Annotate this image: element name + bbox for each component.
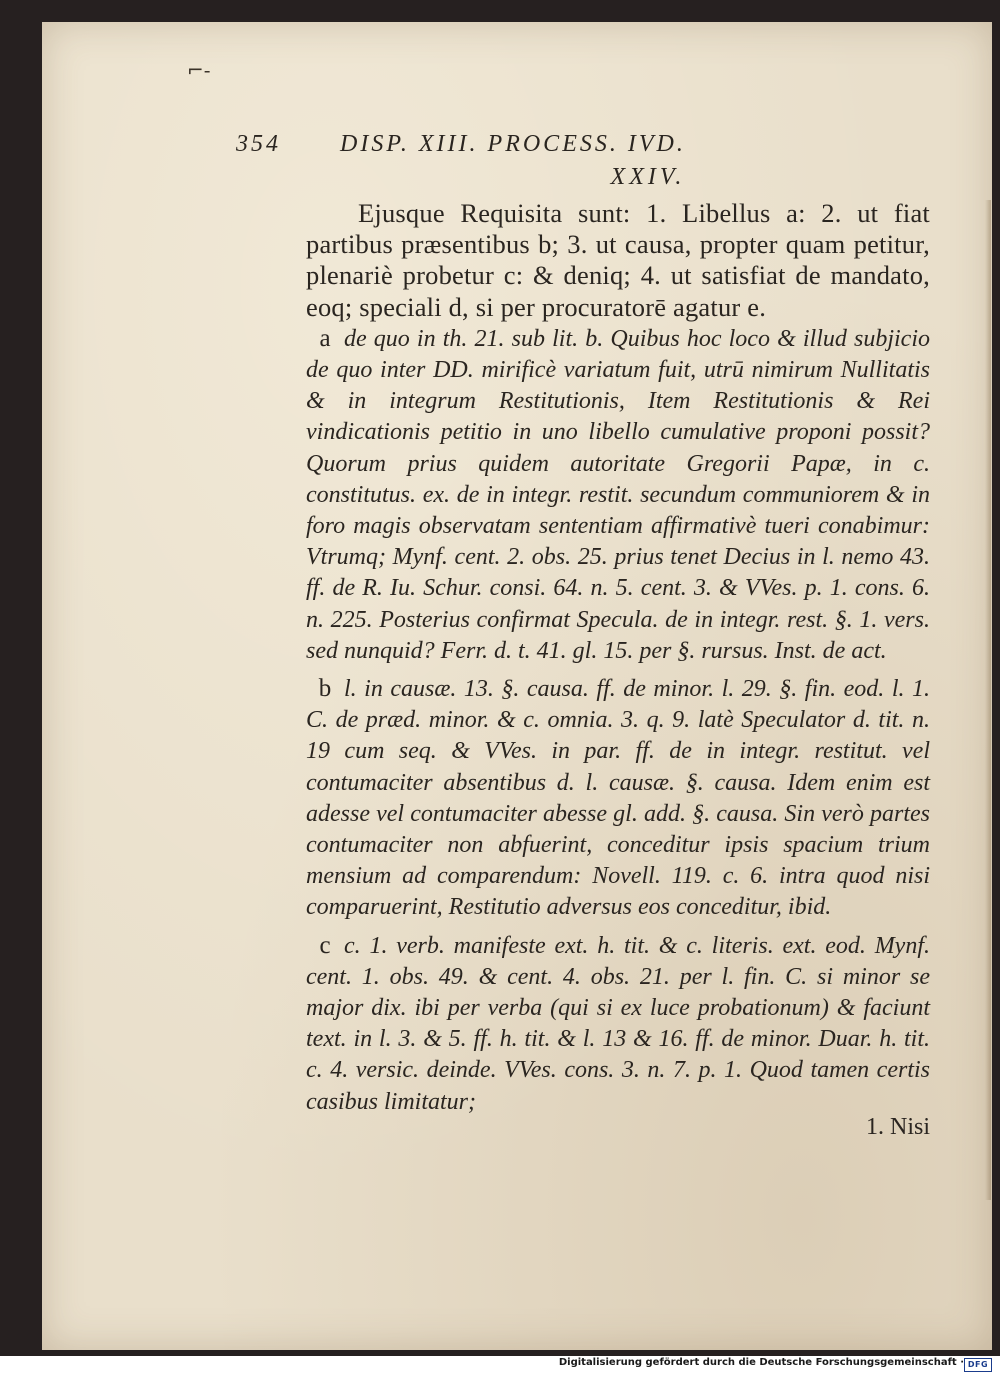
footnote-marker: b [318,675,332,703]
running-head [236,128,930,160]
footnote-text: c. 1. verb. manifeste ext. h. tit. & c. literis. ext. eod. Mynf. cent. 1. obs. 49. & cent. 4. obs. 21. per l. fin. C. si minor se major dix. ibi per verba (qui si ex luce probationum) & faciunt text. in l. 3. & 5. ff. h. tit. & l. 13 & 16. ff. de minor. Duar. h. tit. c. 4. versic. deinde. VVes. cons. 3. n. 7. p. 1. Quod tamen certis casibus limitatur; [306,932,930,1115]
footnote-a [306,323,930,667]
footnote-c [306,930,930,1118]
footnote-text: l. in causæ. 13. §. causa. ff. de minor. l. 29. §. fin. eod. l. 1. C. de præd. minor. & c. omnia. 3. q. 9. latè Speculator d. tit. n. 19 cum seq. & VVes. in par. ff. de in integr. restitut. vel contumaciter absentibus d. l. causæ. §. causa. Idem enim est adesse vel contumaciter abesse gl. add. §. causa. Sin verò partes contumaciter non abfuerint, conceditur ipsis spacium trium mensium ad comparendum: Novell. 119. c. 6. intra quod nisi comparuerint, Restitutio adversus eos conceditur, ibid. [306,676,930,921]
section-number: XXIV. [610,164,686,190]
funding-notice: Digitalisierung gefördert durch die Deutsche Forschungsgemeinschaft · [558,1357,964,1368]
footnote-marker: c [319,931,331,959]
page-mark: ⌐- [187,58,211,82]
catchword: 1. Nisi [865,1113,930,1140]
footnote-b [306,673,930,924]
running-title: DISP. XIII. PROCESS. IVD. [340,131,686,157]
text-block [236,128,930,1148]
dfg-logo: DFG [964,1358,992,1372]
page-edge-shadow [985,200,991,1200]
main-paragraph [306,198,930,323]
catchword-line [306,1113,930,1148]
page-number: 354 [236,131,281,157]
footnote-marker: a [319,324,331,352]
main-paragraph-text: Ejusque Requisita sunt: 1. Libellus a: 2. ut fiat partibus præsentibus b; 3. ut causa, propter quam petitur, plenariè probetur c: & deniq; 4. ut satisfiat de mandato, eoq; speciali d, si per procuratorē agatur e. [306,198,930,322]
footnote-text: de quo in th. 21. sub lit. b. Quibus hoc loco & illud subjicio de quo inter DD. mirificè variatum fuit, utrū nimirum Nullitatis & in integrum Restitutionis, Item Restitutionis & Rei vindicationis petitio in uno libello cumulative proponi possit? Quorum prius quidem autoritate Gregorii Papæ, in c. constitutus. ex. de in integr. restit. secundum communiorem & in foro magis observatam sententiam affirmativè tueri conabimur: Vtrumq; Mynf. cent. 2. obs. 25. prius tenet Decius in l. nemo 43. ff. de R. Iu. Schur. consi. 64. n. 5. cent. 3. & VVes. p. 1. cons. 6. n. 225. Posterius confirmat Specula. de in integr. rest. §. 1. vers. sed nunquid? Ferr. d. t. 41. gl. 15. per §. rursus. Inst. de act. [306,325,930,664]
